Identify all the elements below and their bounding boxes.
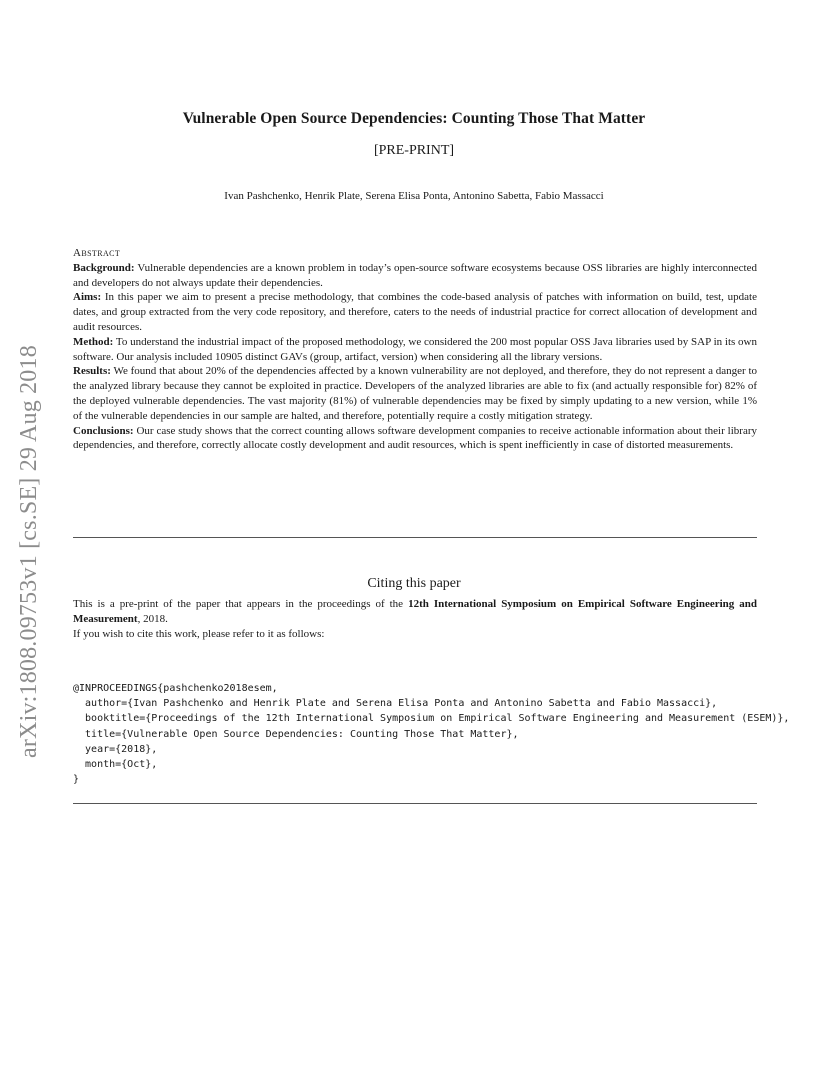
arxiv-stamp: arXiv:1808.09753v1 [cs.SE] 29 Aug 2018 [16,345,42,758]
conclusions-text: Our case study shows that the correct counting allows software development companies to receive actionable information about their library dependencies, and therefore, correctly allocate costly development and audit resources, which is spent inefficiently in case of distorted measurements. [73,424,757,452]
bibtex-line: title={Vulnerable Open Source Dependencies: Counting Those That Matter}, [73,728,519,740]
venue-name: 12th International Symposium on Empirical Software Engineering and Measurement [73,598,757,625]
abstract-method [73,335,757,365]
citing-intro-text: This is a pre-print of the paper that appears in the proceedings of the [73,598,409,610]
background-text: Vulnerable dependencies are a known problem in today’s open-source software ecosystems because OSS libraries are highly interconnected and developers do not always update their dependencies. [73,261,757,289]
bibtex-line: } [73,774,80,786]
aims-label: Aims: [73,291,102,304]
citing-intro [73,597,757,627]
method-text: To understand the industrial impact of the proposed methodology, we considered the 200 most popular OSS Java libraries used by SAP in its own software. Our analysis included 10905 distinct GAVs (group, artifact, version) when considering all the library versions. [73,335,757,363]
results-label: Results: [73,365,111,378]
bibtex-line: year={2018}, [73,743,158,755]
paper-title: Vulnerable Open Source Dependencies: Counting Those That Matter [182,110,646,127]
bibtex-line: author={Ivan Pashchenko and Henrik Plate and Serena Elisa Ponta and Antonino Sabetta and Fabio Massacci}, [73,698,718,710]
bibtex-line: booktitle={Proceedings of the 12th International Symposium on Empirical Software Engineering and Measurement (ESEM)}, [73,713,790,725]
abstract-results [73,364,757,423]
method-label: Method: [73,335,114,348]
section-divider-top [73,537,757,538]
abstract-conclusions [73,424,757,454]
bibtex-line: month={Oct}, [73,759,158,771]
conclusions-label: Conclusions: [73,424,134,437]
background-label: Background: [73,261,135,274]
citing-heading: Citing this paper [367,576,461,591]
paper-subtitle: [PRE-PRINT] [373,143,455,158]
abstract-heading: Abstract [73,247,121,259]
section-divider-bottom [73,803,757,804]
aims-text: In this paper we aim to present a precise methodology, that combines the code-based analysis of patches with information on build, test, update dates, and group extracted from the very code repository, and therefore, caters to the needs of industrial practice for correct allocation of development and audit resources. [73,291,757,333]
bibtex-block [73,681,789,787]
author-list: Ivan Pashchenko, Henrik Plate, Serena Elisa Ponta, Antonino Sabetta, Fabio Massacci [224,190,604,202]
citing-instruction: If you wish to cite this work, please refer to it as follows: [73,627,325,640]
results-text: We found that about 20% of the dependencies affected by a known vulnerability are not deployed, and therefore, they do not represent a danger to the analyzed library because they cannot be exploited in practice. Developers of the analyzed libraries are able to fix (and actually responsible for) 82% of the deployed vulnerable dependencies. The vast majority (81%) of vulnerable dependencies may be fixed by simply updating to a new version, while 1% of the vulnerable dependencies in our sample are halted, and therefore, potentially require a costly mitigation strategy. [73,365,757,422]
abstract-background [73,261,757,291]
citing-body [73,597,757,641]
bibtex-line: @INPROCEEDINGS{pashchenko2018esem, [73,683,278,694]
abstract-section [73,246,757,453]
abstract-aims [73,290,757,334]
citing-year-text: , 2018. [137,612,168,625]
